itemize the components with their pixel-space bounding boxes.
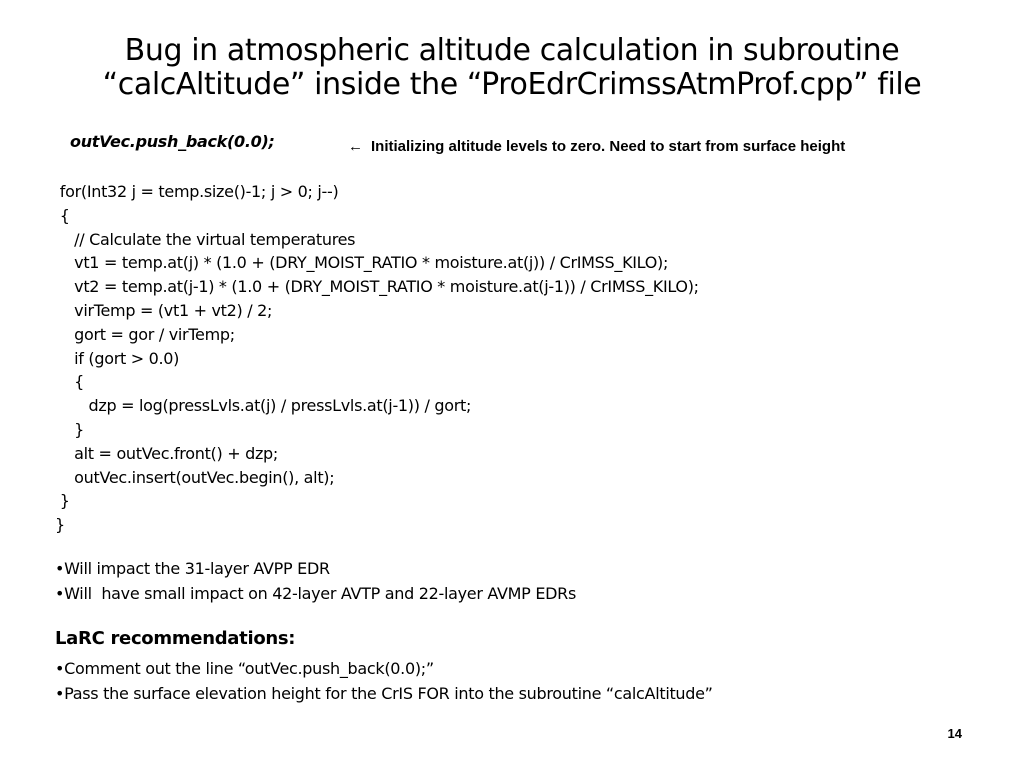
code-line: { — [55, 372, 85, 392]
annotation-text: Initializing altitude levels to zero. Need to start from surface height — [371, 138, 846, 155]
code-line: } — [55, 515, 65, 535]
left-arrow-icon: ← — [348, 138, 363, 155]
code-line: if (gort > 0.0) — [55, 348, 180, 368]
code-line: // Calculate the virtual temperatures — [55, 229, 356, 249]
code-line: alt = outVec.front() + dzp; — [55, 443, 279, 463]
recommendation-item: •Comment out the line “outVec.push_back(0.0);” — [55, 659, 434, 678]
code-line: virTemp = (vt1 + vt2) / 2; — [55, 300, 273, 320]
init-code-line: outVec.push_back(0.0); — [70, 132, 275, 151]
impact-item: •Will have small impact on 42-layer AVTP and 22-layer AVMP EDRs — [55, 584, 576, 603]
code-line: } — [55, 491, 70, 511]
code-line: for(Int32 j = temp.size()-1; j > 0; j--) — [55, 182, 339, 201]
recommendations-list — [55, 656, 713, 706]
code-line: dzp = log(pressLvls.at(j) / pressLvls.at(j-1)) / gort; — [55, 396, 472, 416]
recommendations-heading: LaRC recommendations: — [55, 628, 296, 649]
page-number: 14 — [947, 726, 962, 741]
impact-item: •Will impact the 31-layer AVPP EDR — [55, 559, 330, 578]
code-line: outVec.insert(outVec.begin(), alt); — [55, 467, 335, 487]
slide-title-line-2: “calcAltitude” inside the “ProEdrCrimssAtmProf.cpp” file — [102, 67, 922, 102]
code-block — [55, 180, 699, 537]
code-line: vt2 = temp.at(j-1) * (1.0 + (DRY_MOIST_RATIO * moisture.at(j-1)) / CrIMSS_KILO); — [55, 277, 699, 297]
code-line: { — [55, 205, 70, 225]
annotation — [348, 138, 845, 155]
impact-list — [55, 556, 576, 606]
slide-title — [40, 34, 984, 102]
recommendation-item: •Pass the surface elevation height for the CrIS FOR into the subroutine “calcAltitude” — [55, 684, 713, 703]
code-line: gort = gor / virTemp; — [55, 324, 235, 344]
code-line: vt1 = temp.at(j) * (1.0 + (DRY_MOIST_RATIO * moisture.at(j)) / CrIMSS_KILO); — [55, 253, 669, 273]
slide-title-line-1: Bug in atmospheric altitude calculation in subroutine — [124, 33, 900, 68]
code-line: } — [55, 419, 85, 439]
